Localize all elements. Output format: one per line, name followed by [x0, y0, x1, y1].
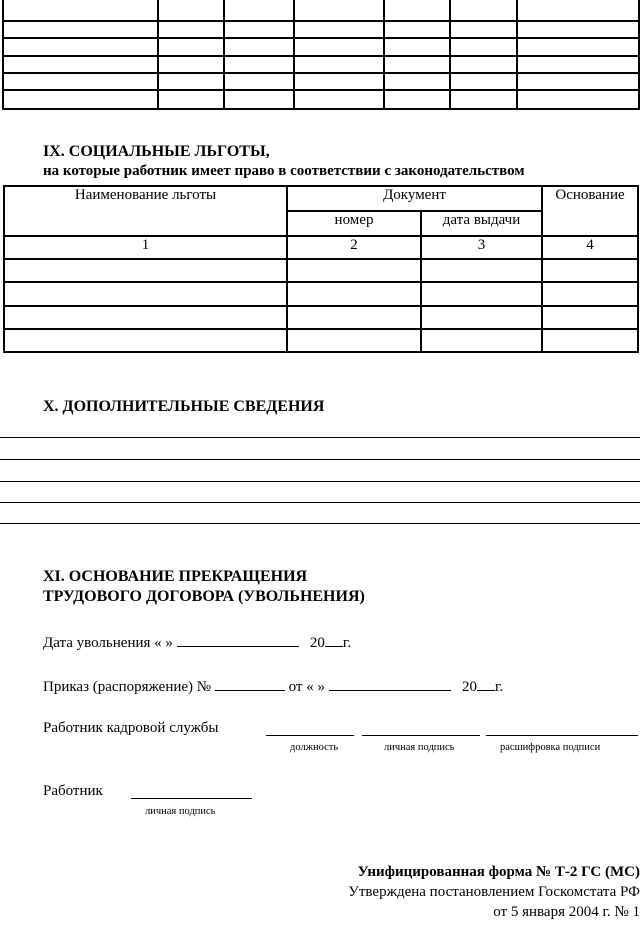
worker-signature-caption: личная подпись	[145, 806, 216, 817]
dismissal-date-label: Дата увольнения « »	[43, 635, 173, 651]
col-number: 4	[542, 236, 638, 259]
section-10-title: X. ДОПОЛНИТЕЛЬНЫЕ СВЕДЕНИЯ	[43, 398, 325, 415]
order-from-label: от « »	[288, 679, 325, 695]
header-date: дата выдачи	[421, 211, 542, 236]
position-field[interactable]	[266, 722, 354, 736]
worker-signature-field[interactable]	[131, 785, 252, 799]
cell[interactable]	[3, 73, 158, 90]
order-date-field[interactable]	[329, 677, 451, 691]
info-line[interactable]	[0, 437, 640, 438]
signature-field[interactable]	[362, 722, 480, 736]
header-name: Наименование льготы	[4, 186, 287, 236]
worker-label: Работник	[43, 783, 103, 799]
year-prefix: 20	[309, 635, 325, 651]
info-line[interactable]	[0, 523, 640, 524]
order-label: Приказ (распоряжение) №	[43, 679, 212, 695]
section-9-subtitle: на которые работник имеет право в соответствии с законодательством	[43, 163, 525, 179]
cell[interactable]	[3, 38, 158, 56]
decoding-field[interactable]	[486, 722, 638, 736]
col-number: 1	[4, 236, 287, 259]
order-row	[43, 677, 503, 696]
approval-text: Утверждена постановлением Госкомстата РФ	[348, 884, 640, 900]
year-field[interactable]	[477, 677, 495, 691]
date-field[interactable]	[177, 633, 299, 647]
info-line[interactable]	[0, 481, 640, 482]
info-line[interactable]	[0, 459, 640, 460]
info-line[interactable]	[0, 502, 640, 503]
section-9-title: IX. СОЦИАЛЬНЫЕ ЛЬГОТЫ,	[43, 143, 270, 160]
signature-caption: личная подпись	[384, 742, 455, 753]
year-field[interactable]	[325, 633, 343, 647]
section-11-title-1: XI. ОСНОВАНИЕ ПРЕКРАЩЕНИЯ	[43, 568, 308, 585]
section-11-title-2: ТРУДОВОГО ДОГОВОРА (УВОЛЬНЕНИЯ)	[43, 588, 365, 605]
year-prefix: 20	[461, 679, 477, 695]
hr-worker-label: Работник кадровой службы	[43, 720, 219, 736]
year-suffix: г.	[494, 679, 504, 695]
position-caption: должность	[290, 742, 339, 753]
table-row[interactable]	[4, 306, 638, 329]
table-row[interactable]	[4, 259, 638, 282]
approval-date: от 5 января 2004 г. № 1	[493, 904, 640, 920]
form-code: Унифицированная форма № Т-2 ГС (МС)	[357, 864, 640, 880]
cell[interactable]	[3, 90, 158, 109]
header-document: Документ	[287, 186, 542, 211]
table-row[interactable]	[4, 282, 638, 306]
table-row[interactable]	[4, 329, 638, 352]
top-table	[2, 0, 640, 110]
order-number-field[interactable]	[215, 677, 285, 691]
footer	[348, 862, 640, 922]
cell[interactable]	[3, 56, 158, 73]
year-suffix: г.	[342, 635, 352, 651]
cell[interactable]	[3, 0, 158, 21]
cell[interactable]	[3, 21, 158, 38]
decoding-caption: расшифровка подписи	[500, 742, 601, 753]
header-basis: Основание	[542, 186, 638, 236]
benefits-table	[3, 185, 639, 353]
col-number: 2	[287, 236, 421, 259]
col-number: 3	[421, 236, 542, 259]
dismissal-date-row	[43, 633, 351, 652]
header-number: номер	[287, 211, 421, 236]
